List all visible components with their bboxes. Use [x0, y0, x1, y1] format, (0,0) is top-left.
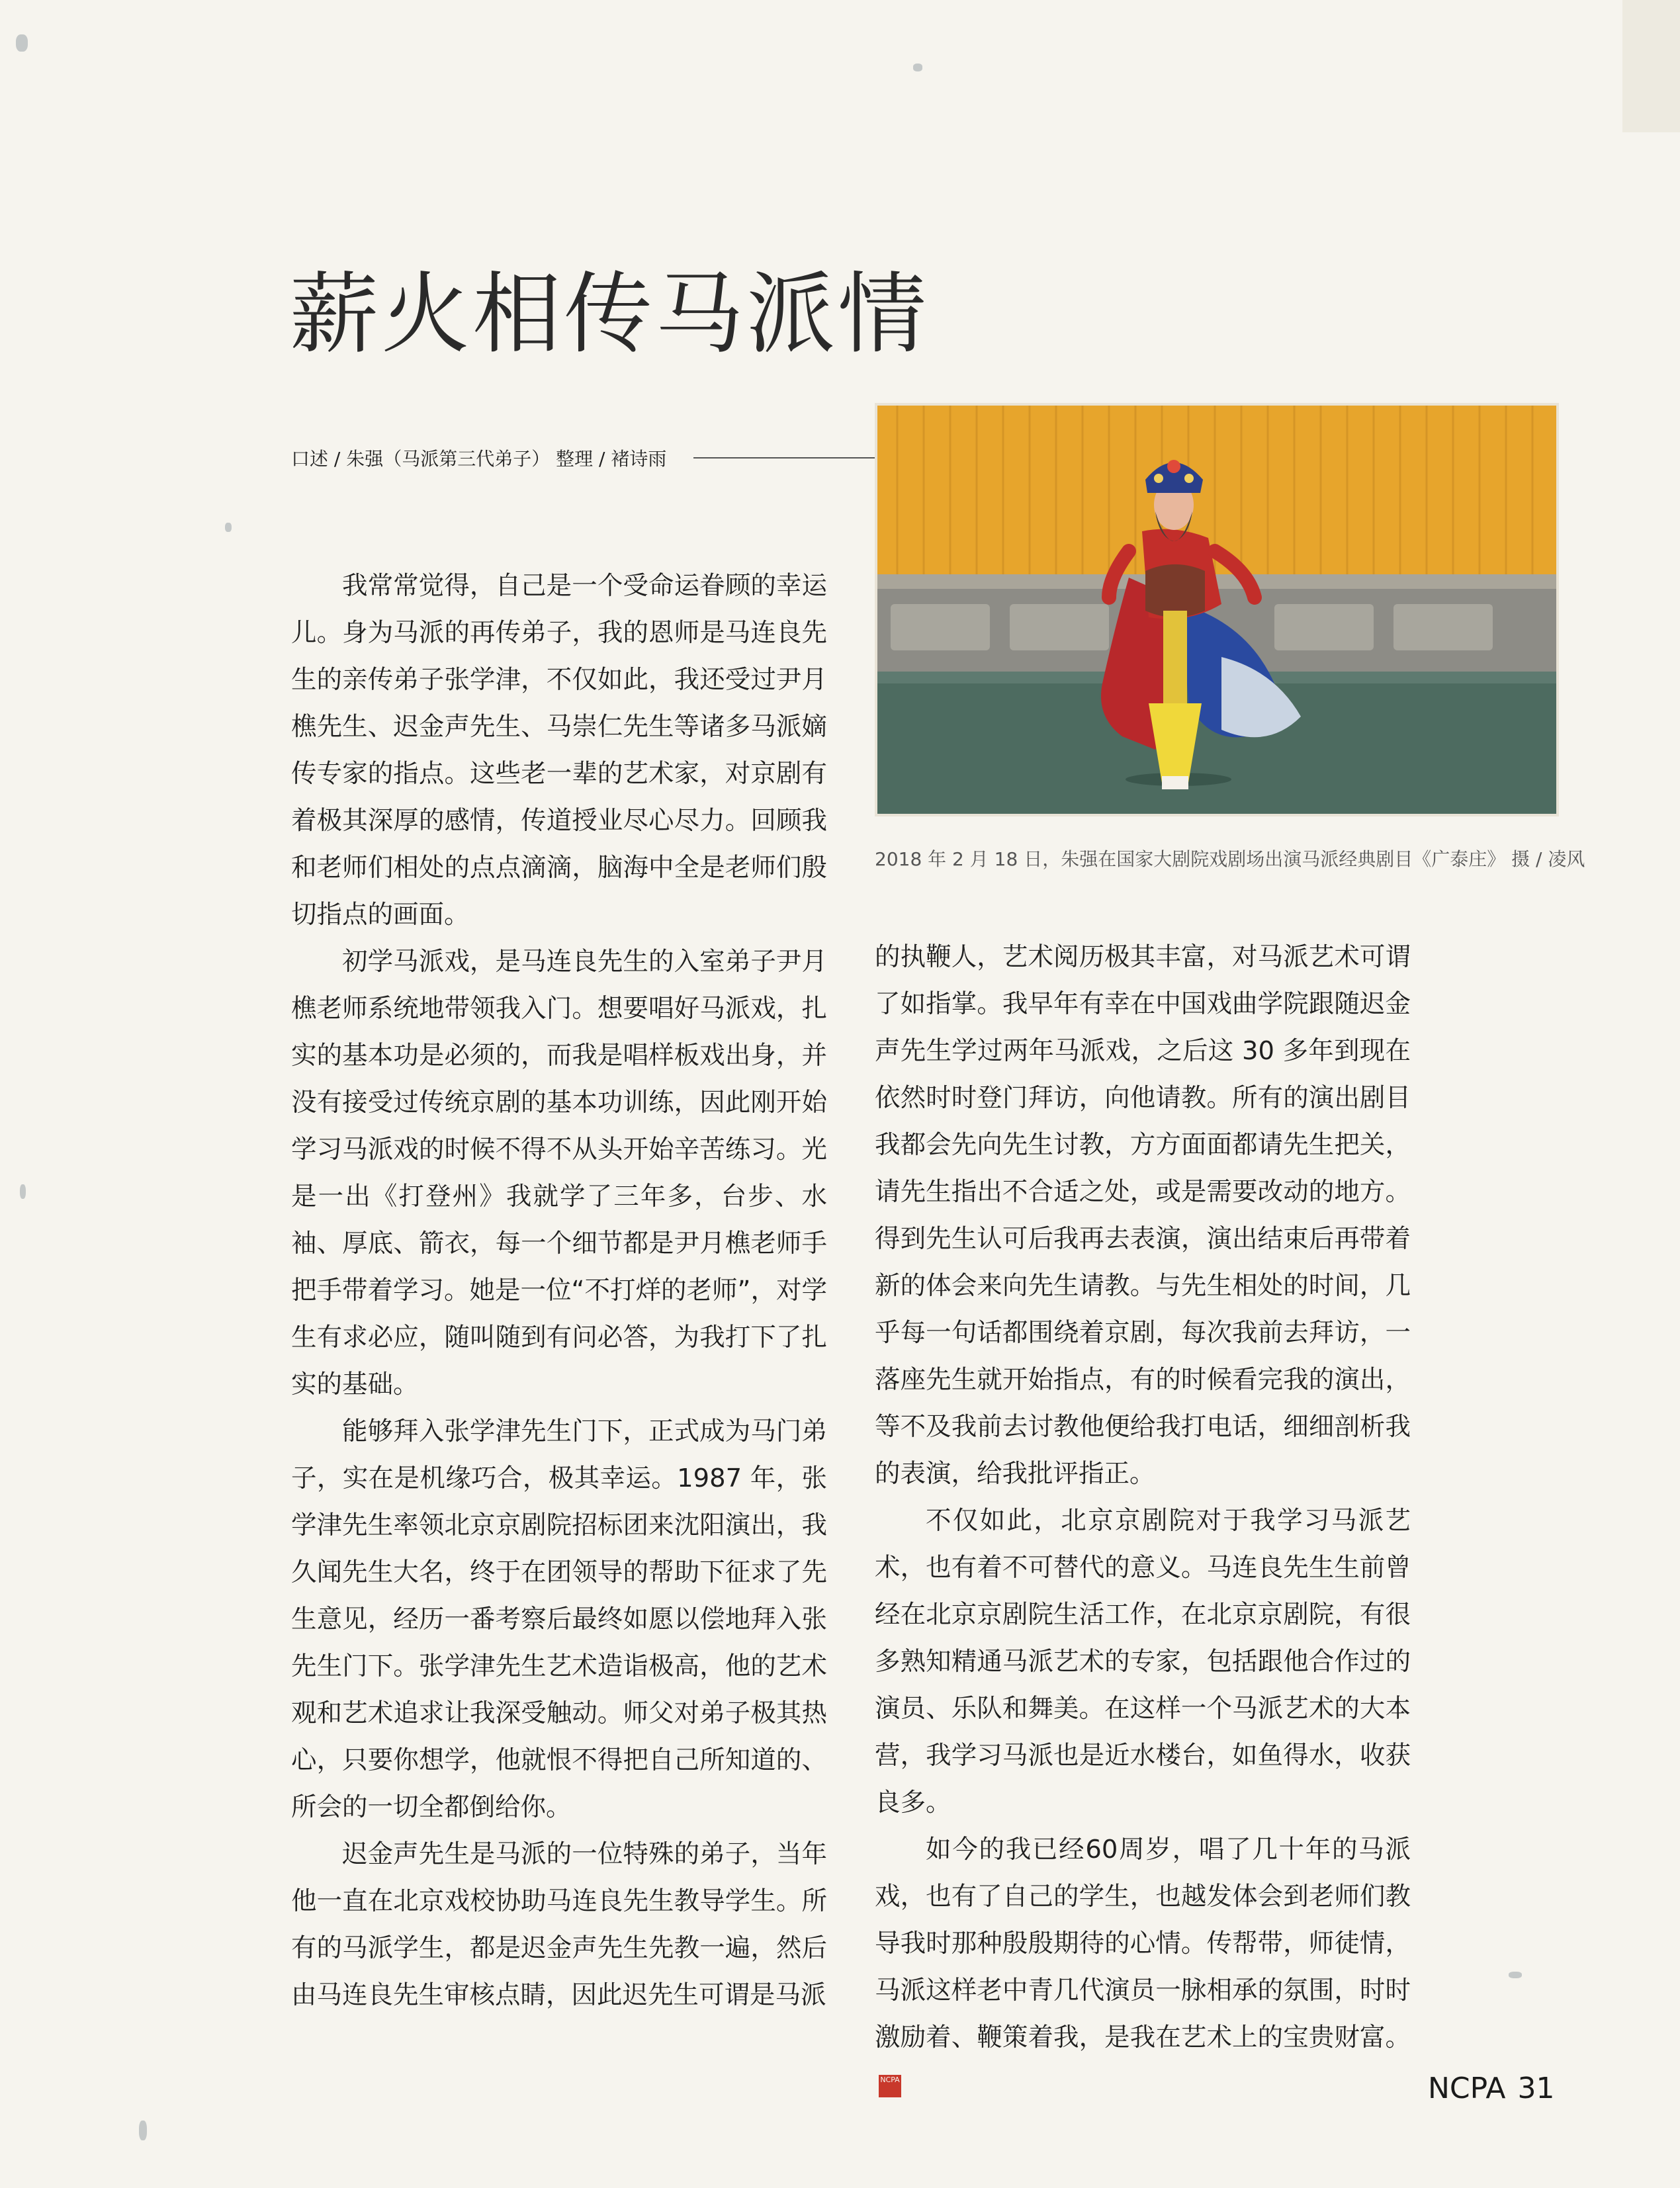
footer-brand: NCPA — [1428, 2072, 1506, 2105]
ncpa-seal-icon: NCPA — [879, 2075, 901, 2097]
opera-stage-illustration — [877, 406, 1556, 814]
paper-speck — [20, 1184, 26, 1199]
byline-rule — [693, 457, 875, 459]
paper-speck — [1509, 1972, 1522, 1978]
performance-photo — [875, 403, 1559, 816]
paper-fold — [1622, 0, 1680, 132]
article-byline: 口述 / 朱强（马派第三代弟子） 整理 / 褚诗雨 — [291, 448, 667, 470]
paragraph-continued: 的执鞭人，艺术阅历极其丰富，对马派艺术可谓了如指掌。我早年有幸在中国戏曲学院跟随迟金声先生学过两年马派戏，之后这 30 多年到现在依然时时登门拜访，向他请教。所有的演出剧目我都会先向先生讨教，方方面面都请先生把关，请先生指出不合适之处，或是需要改动的地方。得到先生认可后我再去表演，演出结束后再带着新的体会来向先生请教。与先生相处的时间，几乎每一句话都围绕着京剧，每次我前去拜访，一落座先生就开始指点，有的时候看完我的演出，等不及我前去讨教他便给我打电话，细细剖析我的表演，给我批评指正。 — [875, 942, 1411, 1489]
paragraph: 初学马派戏，是马连良先生的入室弟子尹月樵老师系统地带领我入门。想要唱好马派戏，扎实的基本功是必须的，而我是唱样板戏出身，并没有接受过传统京剧的基本功训练，因此刚开始学习马派戏的时候不得不从头开始辛苦练习。光是一出《打登州》我就学了三年多，台步、水袖、厚底、箭衣，每一个细节都是尹月樵老师手把手带着学习。她是一位“不打烊的老师”，对学生有求必应，随叫随到有问必答，为我打下了扎实的基础。 — [291, 947, 827, 1399]
paragraph-final — [875, 1826, 1411, 2108]
paper-speck — [16, 34, 28, 52]
article-column-left — [291, 562, 827, 2019]
page-number: 31 — [1517, 2072, 1555, 2105]
page-footer — [1428, 2072, 1566, 2105]
paragraph: 我常常觉得，自己是一个受命运眷顾的幸运儿。身为马派的再传弟子，我的恩师是马连良先生的亲传弟子张学津，不仅如此，我还受过尹月樵先生、迟金声先生、马崇仁先生等诸多马派嫡传专家的指点。这些老一辈的艺术家，对京剧有着极其深厚的感情，传道授业尽心尽力。回顾我和老师们相处的点点滴滴，脑海中全是老师们殷切指点的画面。 — [291, 571, 827, 930]
article-column-right — [875, 934, 1411, 2108]
photo-caption: 2018 年 2 月 18 日，朱强在国家大剧院戏剧场出演马派经典剧目《广泰庄》 摄 / 凌风 — [875, 848, 1585, 870]
paragraph: 迟金声先生是马派的一位特殊的弟子，当年他一直在北京戏校协助马连良先生教导学生。所有的马派学生，都是迟金声先生先教一遍，然后由马连良先生审核点睛，因此迟先生可谓是马派 — [291, 1839, 827, 2010]
paper-speck — [913, 64, 922, 71]
paragraph: 不仅如此，北京京剧院对于我学习马派艺术，也有着不可替代的意义。马连良先生生前曾经在北京京剧院生活工作，在北京京剧院，有很多熟知精通马派艺术的专家，包括跟他合作过的演员、乐队和舞美。在这样一个马派艺术的大本营，我学习马派也是近水楼台，如鱼得水，收获良多。 — [875, 1506, 1411, 1817]
article-title: 薪火相传马派情 — [290, 263, 930, 366]
paragraph-final-text: 如今的我已经60周岁，唱了几十年的马派戏，也有了自己的学生，也越发体会到老师们教导我时那种殷殷期待的心情。传帮带，师徒情，马派这样老中青几代演员一脉相承的氛围，时时激励着、鞭策着我，是我在艺术上的宝贵财富。 — [875, 1835, 1411, 2052]
paragraph: 能够拜入张学津先生门下，正式成为马门弟子，实在是机缘巧合，极其幸运。1987 年，张学津先生率领北京京剧院招标团来沈阳演出，我久闻先生大名，终于在团领导的帮助下征求了先生意见，经历一番考察后最终如愿以偿地拜入张先生门下。张学津先生艺术造诣极高，他的艺术观和艺术追求让我深受触动。师父对弟子极其热心，只要你想学，他就恨不得把自己所知道的、所会的一切全都倒给你。 — [291, 1417, 827, 1822]
paper-speck — [225, 523, 232, 532]
paper-speck — [139, 2121, 147, 2140]
